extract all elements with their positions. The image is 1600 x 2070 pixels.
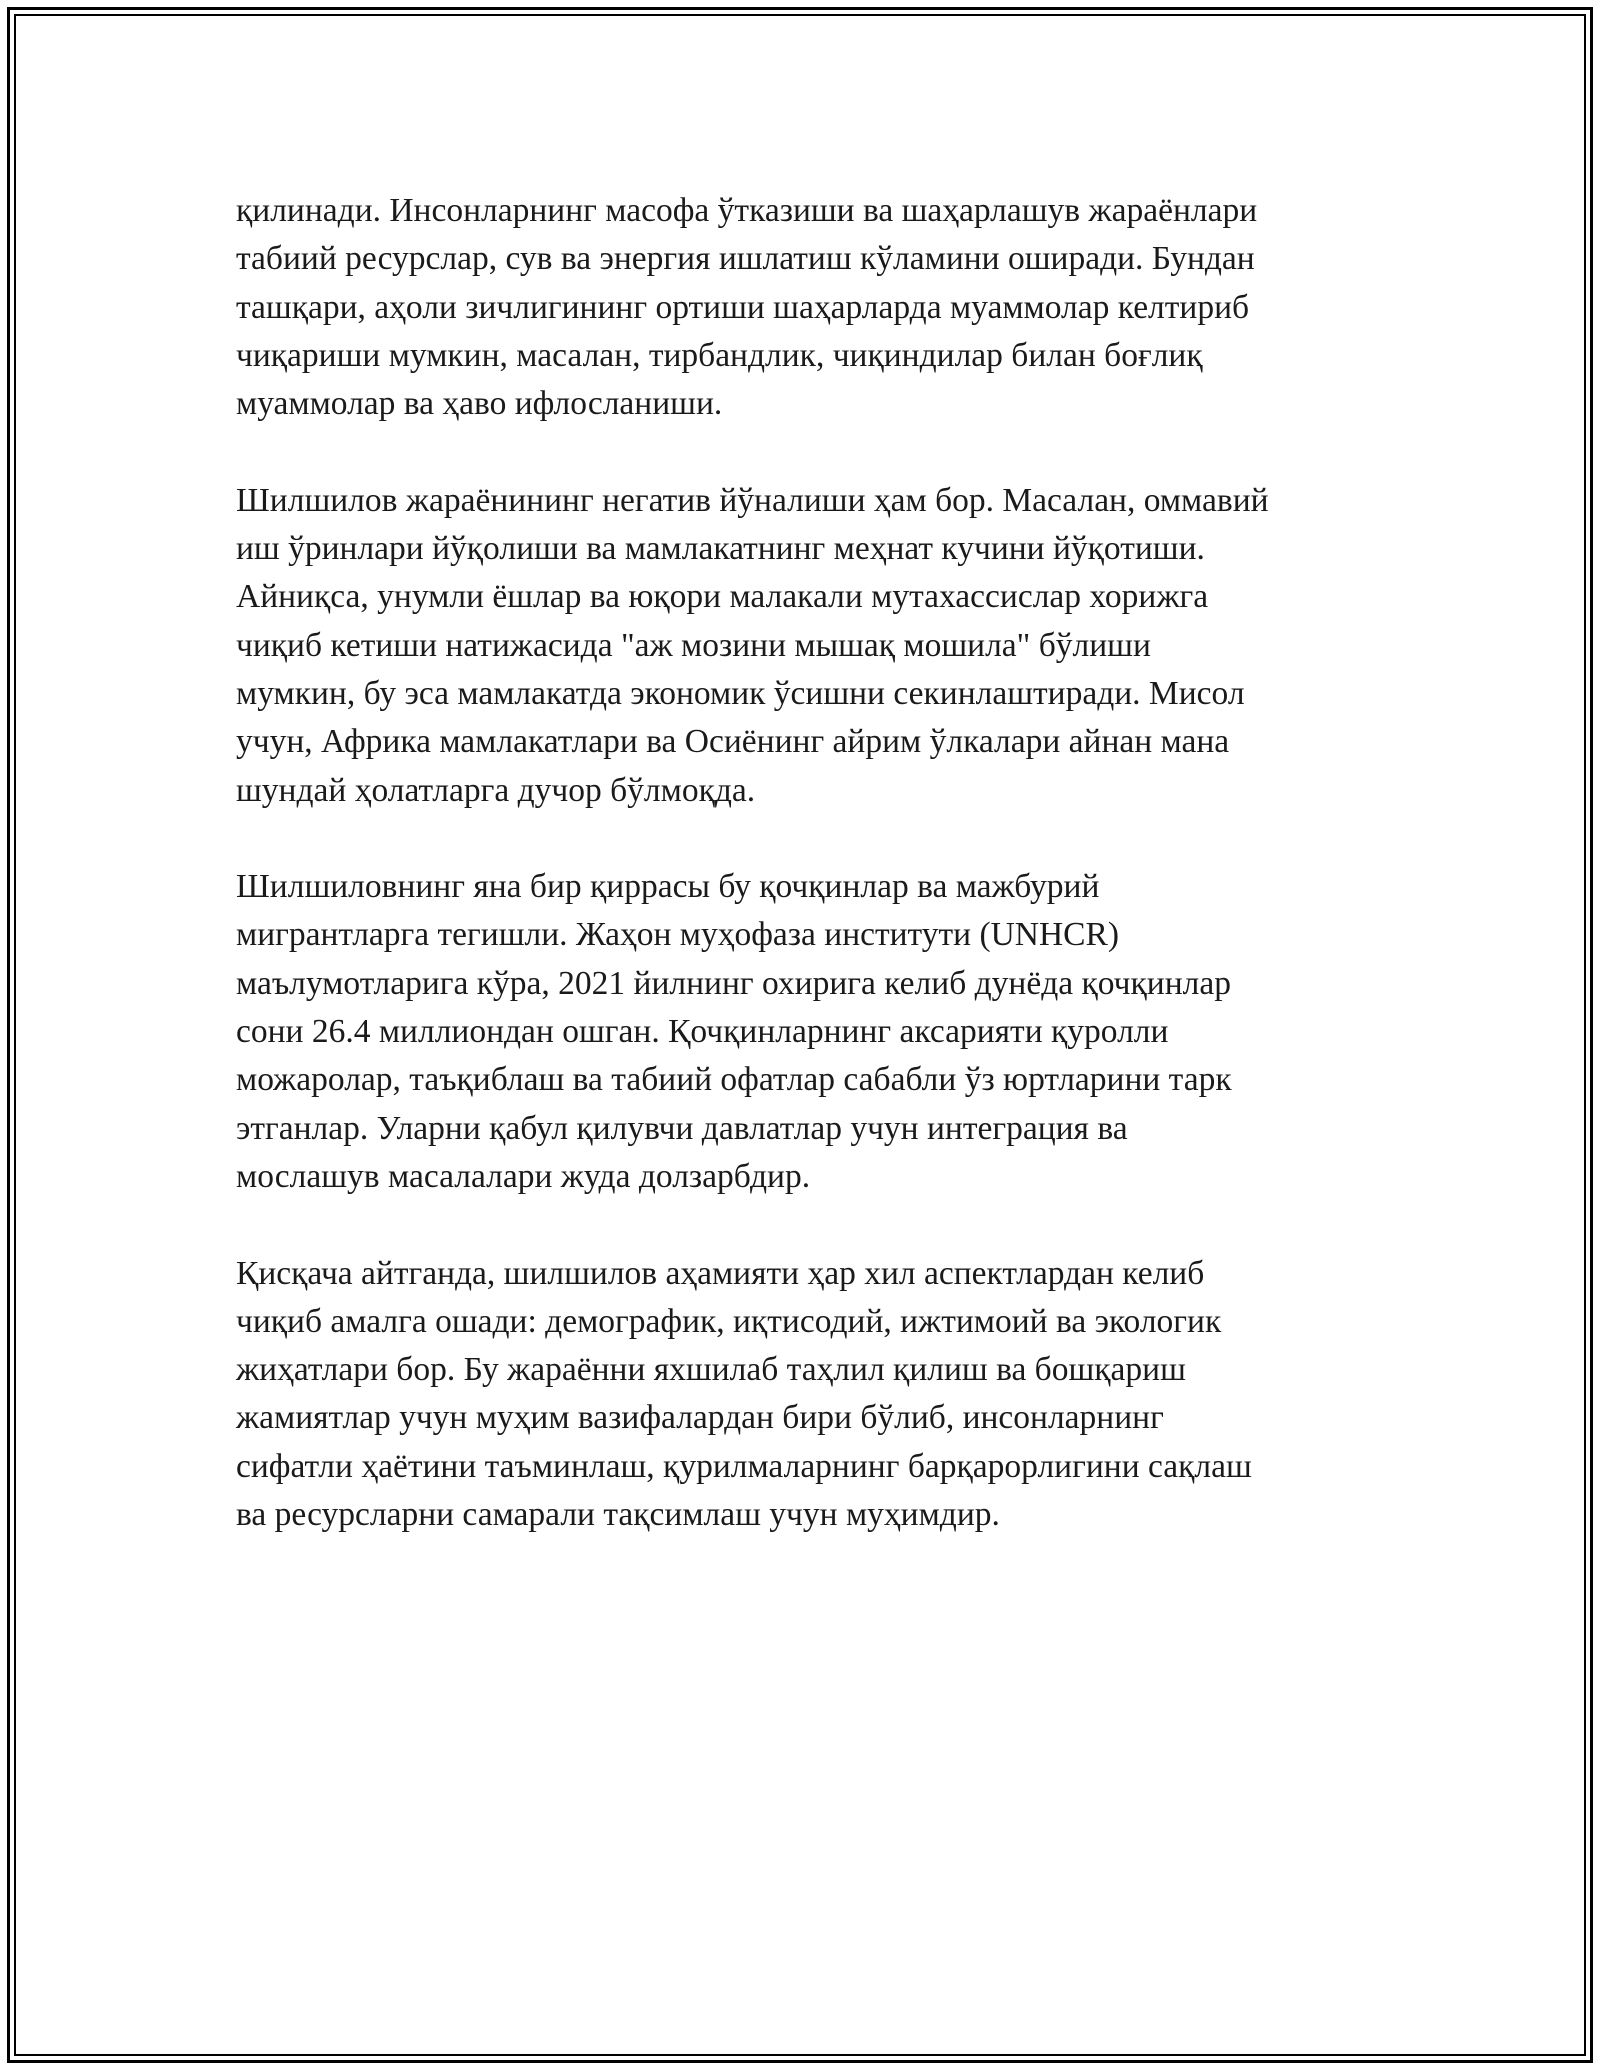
paragraph-1 [236, 187, 1386, 428]
text-line: қилинади. Инсонларнинг масофа ўтказиши ва шаҳарлашув жараёнлари [236, 192, 1258, 229]
text-line: жиҳатлари бор. Бу жараённи яхшилаб таҳлил қилиш ва бошқариш [236, 1351, 1186, 1389]
text-line: можаролар, таъқиблаш ва табиий офатлар сабабли ўз юртларини тарк [236, 1061, 1232, 1099]
text-line: Шилшилов жараёнининг негатив йўналиши ҳам бор. Масалан, оммавий [236, 481, 1269, 519]
text-line: сифатли ҳаётини таъминлаш, қурилмаларнинг барқарорлигини сақлаш [236, 1447, 1252, 1485]
text-line: жамиятлар учун муҳим вазифалардан бири бўлиб, инсонларнинг [236, 1399, 1164, 1437]
paragraph-2 [236, 477, 1386, 815]
document-body [236, 187, 1386, 1539]
text-line: Қисқача айтганда, шилшилов аҳамияти ҳар хил аспектлардан келиб [236, 1254, 1205, 1292]
text-line: мумкин, бу эса мамлакатда экономик ўсишни секинлаштиради. Мисол [236, 674, 1245, 712]
text-line: мигрантларга тегишли. Жаҳон муҳофаза институти (UNHCR) [236, 916, 1120, 954]
text-line: чиқиб кетиши натижасида "аж мозини мышақ мошила" бўлиши [236, 626, 1151, 664]
text-line: ташқари, аҳоли зичлигининг ортиши шаҳарларда муаммолар келтириб [236, 288, 1250, 326]
text-line: этганлар. Уларни қабул қилувчи давлатлар учун интеграция ва [236, 1109, 1128, 1147]
text-line: табиий ресурслар, сув ва энергия ишлатиш кўламини оширади. Бундан [236, 240, 1255, 278]
text-line: сони 26.4 миллиондан ошган. Қочқинларнинг аксарияти қуролли [236, 1013, 1169, 1051]
text-line: учун, Африка мамлакатлари ва Осиёнинг айрим ўлкалари айнан мана [236, 723, 1230, 761]
text-line: ва ресурсларни самарали тақсимлаш учун муҳимдир. [236, 1496, 1000, 1534]
text-line: Шилшиловнинг яна бир қиррасы бу қочқинлар ва мажбурий [236, 868, 1100, 906]
paragraph-3 [236, 863, 1386, 1201]
paragraph-spacer [236, 815, 1386, 863]
text-line: мослашув масалалари жуда долзарбдир. [236, 1157, 811, 1195]
paragraph-spacer [236, 428, 1386, 476]
paragraph-spacer [236, 1201, 1386, 1249]
text-line: иш ўринлари йўқолиши ва мамлакатнинг меҳнат кучини йўқотиши. [236, 530, 1205, 568]
text-line: муаммолар ва ҳаво ифлосланиши. [236, 385, 723, 423]
text-line: чиқиб амалга ошади: демографик, иқтисодий, ижтимоий ва экологик [236, 1302, 1222, 1340]
text-line: маълумотларига кўра, 2021 йилнинг охирига келиб дунёда қочқинлар [236, 964, 1231, 1002]
text-line: Айниқса, унумли ёшлар ва юқори малакали мутахассислар хорижга [236, 578, 1209, 616]
paragraph-4 [236, 1250, 1386, 1540]
text-line: чиқариши мумкин, масалан, тирбандлик, чиқиндилар билан боғлиқ [236, 336, 1203, 374]
text-line: шундай ҳолатларга дучор бўлмоқда. [236, 771, 756, 809]
